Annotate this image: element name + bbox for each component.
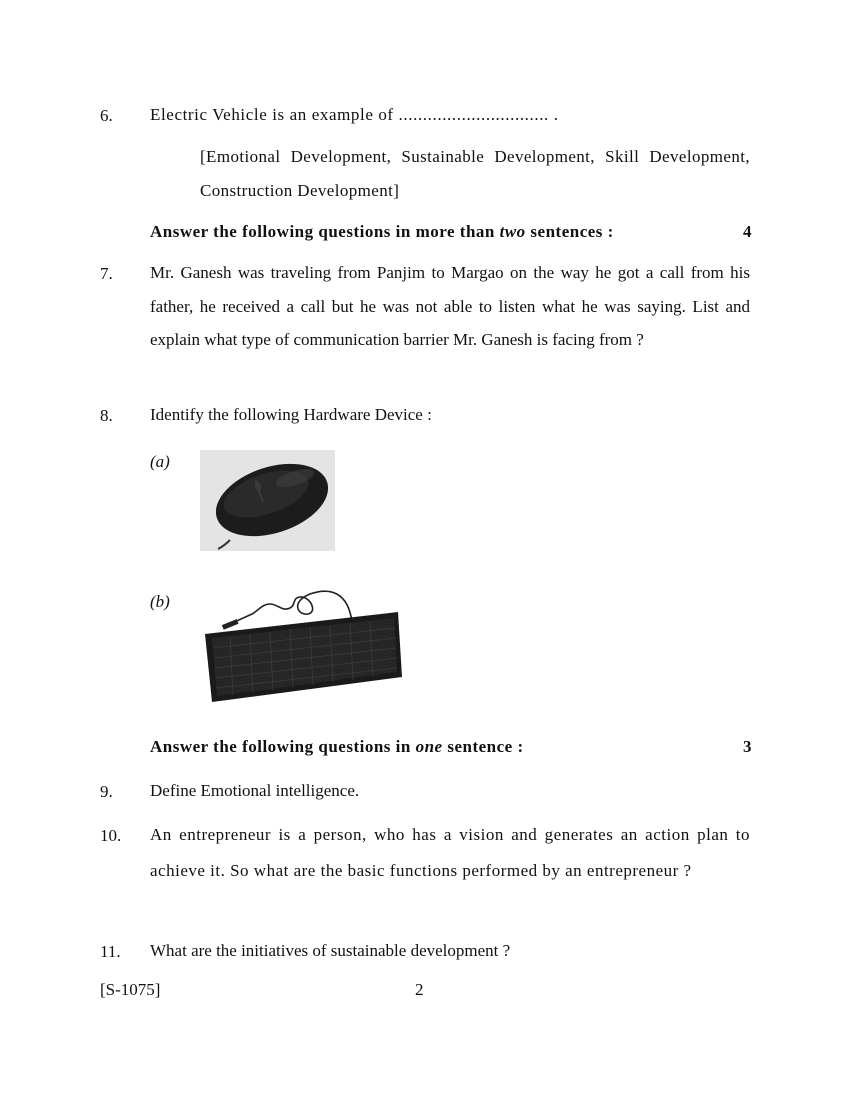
page-number: 2 (415, 980, 424, 999)
question-11-number: 11. (100, 942, 121, 961)
question-9-number: 9. (100, 782, 113, 801)
section-2-emphasis: one (415, 737, 443, 756)
question-10-number: 10. (100, 826, 122, 845)
question-6-number: 6. (100, 106, 113, 125)
question-7-text: Mr. Ganesh was traveling from Panjim to Margao on the way he got a call from his father, he received a call but he was not able to listen what he was saying. List and explain what type of communication barrier Mr. Ganesh is facing from ? (150, 263, 750, 349)
section-2-text-pre: Answer the following questions in (150, 737, 416, 756)
question-8-a-label: (a) (150, 452, 170, 471)
question-7-number: 7. (100, 264, 113, 283)
keyboard-icon (200, 582, 410, 707)
question-11-text: What are the initiatives of sustainable development ? (150, 941, 511, 960)
section-1-emphasis: two (499, 222, 526, 241)
mouse-icon (200, 450, 335, 551)
question-8-b-label: (b) (150, 592, 170, 611)
question-8-number: 8. (100, 406, 113, 425)
question-9-text: Define Emotional intelligence. (150, 781, 360, 800)
section-1-marks: 4 (743, 222, 752, 241)
question-10-text: An entrepreneur is a person, who has a vision and generates an action plan to achieve it. So what are the basic functions performed by an entrepreneur ? (150, 825, 750, 880)
section-2-marks: 3 (743, 737, 752, 756)
mouse-image (200, 450, 335, 551)
paper-code: [S-1075] (100, 980, 161, 999)
keyboard-image (200, 582, 410, 707)
section-1-text-post: sentences : (525, 222, 614, 241)
section-1-text-pre: Answer the following questions in more than (150, 222, 500, 241)
section-heading-one-sentence (150, 737, 752, 757)
question-6-options: [Emotional Development, Sustainable Development, Skill Development, Construction Development] (200, 147, 750, 200)
section-2-text-post: sentence : (442, 737, 524, 756)
question-8-text: Identify the following Hardware Device : (150, 405, 432, 424)
question-6-text: Electric Vehicle is an example of ............................... . (150, 105, 559, 124)
section-heading-more-than-two (150, 222, 752, 242)
